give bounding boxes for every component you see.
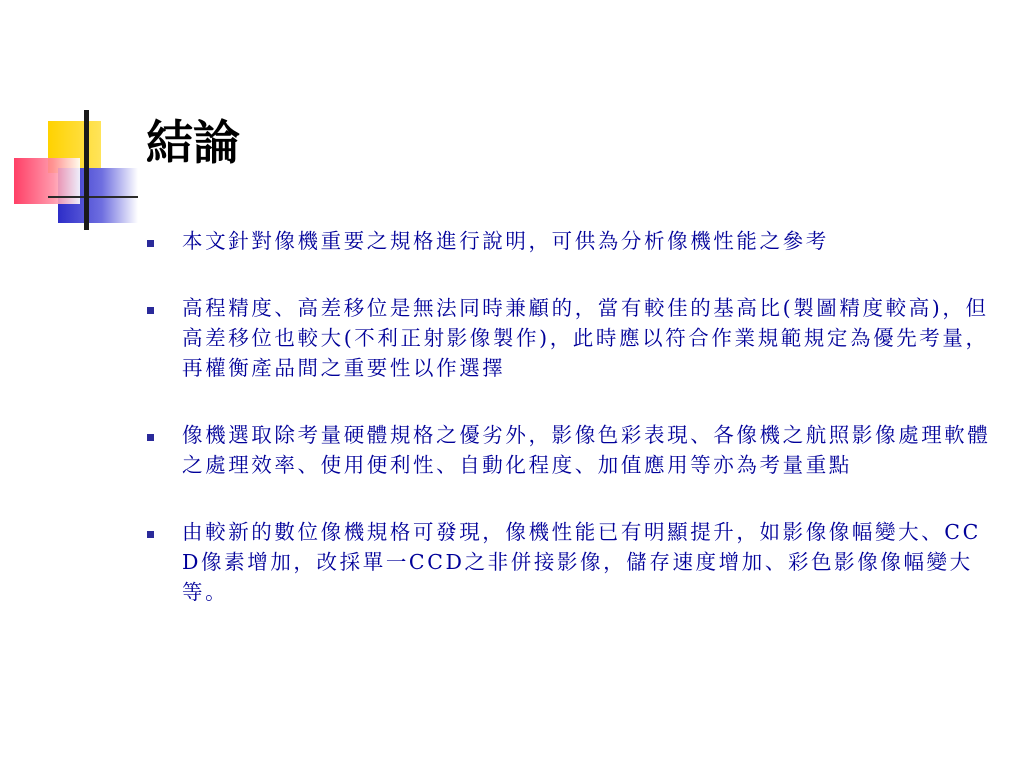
- square-bullet-icon: [147, 240, 154, 247]
- square-bullet-icon: [147, 434, 154, 441]
- slide-title: 結論: [146, 116, 240, 171]
- square-bullet-icon: [147, 307, 154, 314]
- bullet-text: 由較新的數位像機規格可發現，像機性能已有明顯提升，如影像像幅變大、CCD像素增加，改採單一CCD之非併接影像，儲存速度增加、彩色影像像幅變大等。: [182, 520, 981, 604]
- bullet-text: 高程精度、高差移位是無法同時兼顧的，當有較佳的基高比(製圖精度較高)，但高差移位也較大(不利正射影像製作)，此時應以符合作業規範規定為優先考量，再權衡產品間之重要性以作選擇: [182, 296, 989, 380]
- deco-horizontal-line: [48, 196, 138, 198]
- bullet-list: [147, 226, 992, 644]
- bullet-item: [147, 420, 992, 480]
- square-bullet-icon: [147, 531, 154, 538]
- bullet-item: [147, 517, 992, 607]
- corner-decoration: [0, 0, 150, 240]
- bullet-item: [147, 293, 992, 383]
- bullet-text: 本文針對像機重要之規格進行說明，可供為分析像機性能之參考: [182, 229, 829, 253]
- bullet-item: [147, 226, 992, 256]
- bullet-text: 像機選取除考量硬體規格之優劣外，影像色彩表現、各像機之航照影像處理軟體之處理效率、使用便利性、自動化程度、加值應用等亦為考量重點: [182, 423, 991, 477]
- deco-vertical-bar: [84, 110, 89, 230]
